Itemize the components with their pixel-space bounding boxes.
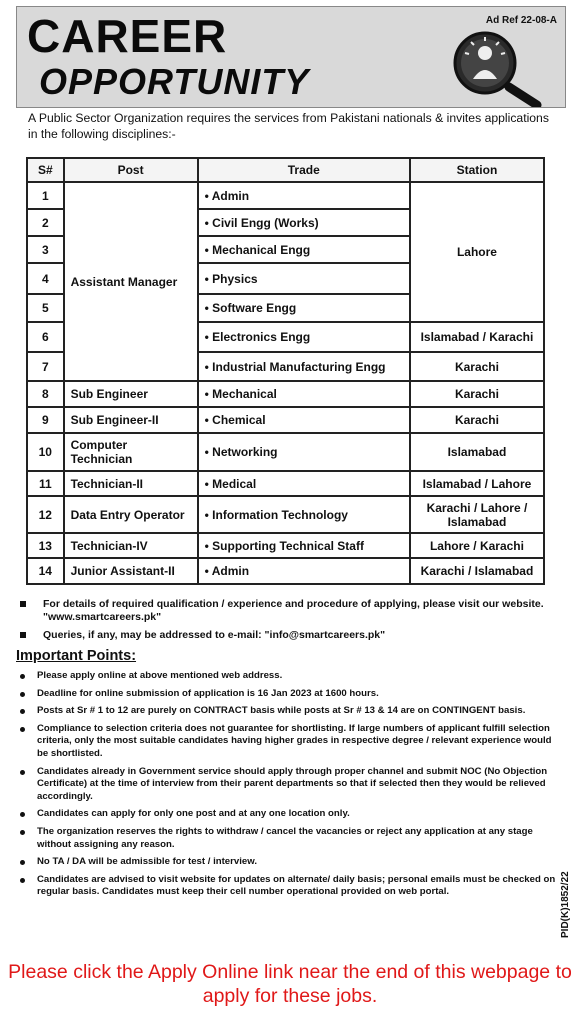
point-text: Deadline for online submission of application is 16 Jan 2023 at 1600 hours. bbox=[37, 687, 379, 699]
sr-cell: 14 bbox=[27, 558, 64, 584]
intro-text: A Public Sector Organization requires the services from Pakistani nationals & invites applications in the following disciplines:- bbox=[28, 111, 549, 141]
point-text: Posts at Sr # 1 to 12 are purely on CONTRACT basis while posts at Sr # 13 & 14 are on CONTINGENT basis. bbox=[37, 705, 526, 717]
table-row bbox=[27, 433, 544, 471]
trade-cell: • Mechanical bbox=[198, 381, 410, 407]
trade-cell: • Industrial Manufacturing Engg bbox=[198, 352, 410, 381]
station-cell: Karachi bbox=[410, 381, 544, 407]
point-text: Please apply online at above mentioned web address. bbox=[37, 670, 283, 681]
notes-section bbox=[18, 598, 563, 647]
station-cell: Karachi / Islamabad bbox=[410, 558, 544, 584]
sr-cell: 9 bbox=[27, 407, 64, 433]
header-banner bbox=[16, 6, 566, 108]
trade-cell: • Chemical bbox=[198, 407, 410, 433]
point-item bbox=[18, 874, 563, 899]
trade-cell: • Software Engg bbox=[198, 294, 410, 322]
station-cell: Karachi bbox=[410, 407, 544, 433]
post-cell: Technician-II bbox=[64, 471, 198, 496]
sr-cell: 13 bbox=[27, 533, 64, 558]
post-cell: Technician-IV bbox=[64, 533, 198, 558]
station-cell: Islamabad bbox=[410, 433, 544, 471]
trade-cell: • Networking bbox=[198, 433, 410, 471]
post-cell: Sub Engineer bbox=[64, 381, 198, 407]
table-row bbox=[27, 558, 544, 584]
sr-cell: 12 bbox=[27, 496, 64, 533]
point-text: No TA / DA will be admissible for test / interview. bbox=[37, 856, 257, 868]
trade-cell: • Electronics Engg bbox=[198, 322, 410, 352]
station-cell: Karachi bbox=[410, 352, 544, 381]
station-cell: Lahore / Karachi bbox=[410, 533, 544, 558]
note-text: For details of required qualification / experience and procedure of applying, please visit our website. "www.smartcareers.pk" bbox=[43, 598, 544, 623]
bullet-icon bbox=[20, 770, 25, 775]
pid-code: PID(K)1852/22 bbox=[560, 871, 571, 938]
point-item bbox=[18, 766, 563, 804]
bullet-icon bbox=[20, 674, 25, 679]
table-row bbox=[27, 533, 544, 558]
magnifier-person-icon bbox=[437, 27, 547, 107]
header-post: Post bbox=[64, 158, 198, 182]
point-item bbox=[18, 856, 563, 869]
important-points-list bbox=[18, 670, 563, 904]
point-item bbox=[18, 688, 563, 701]
sr-cell: 4 bbox=[27, 263, 64, 294]
header-station: Station bbox=[410, 158, 544, 182]
post-cell: Data Entry Operator bbox=[64, 496, 198, 533]
note-item bbox=[18, 598, 563, 624]
header-sr: S# bbox=[27, 158, 64, 182]
table-row bbox=[27, 381, 544, 407]
bullet-icon bbox=[20, 709, 25, 714]
trade-cell: • Admin bbox=[198, 558, 410, 584]
sr-cell: 6 bbox=[27, 322, 64, 352]
sr-cell: 10 bbox=[27, 433, 64, 471]
header-trade: Trade bbox=[198, 158, 410, 182]
trade-cell: • Supporting Technical Staff bbox=[198, 533, 410, 558]
sr-cell: 7 bbox=[27, 352, 64, 381]
point-text: Candidates can apply for only one post and at any one location only. bbox=[37, 808, 350, 820]
bullet-icon bbox=[20, 727, 25, 732]
sr-cell: 11 bbox=[27, 471, 64, 496]
square-bullet-icon bbox=[20, 601, 26, 607]
station-cell: Islamabad / Karachi bbox=[410, 322, 544, 352]
table-row bbox=[27, 496, 544, 533]
bullet-icon bbox=[20, 860, 25, 865]
point-item bbox=[18, 808, 563, 821]
trade-cell: • Information Technology bbox=[198, 496, 410, 533]
point-text: Compliance to selection criteria does not guarantee for shortlisting. If large numbers of applicant fulfill selection criteria, only the most suitable candidates having higher grades in respective degree / relevant experience would be shortlisted. bbox=[37, 722, 552, 759]
table-header-row bbox=[27, 158, 544, 182]
bullet-icon bbox=[20, 878, 25, 883]
trade-cell: • Mechanical Engg bbox=[198, 236, 410, 263]
title-career: CAREER bbox=[27, 10, 228, 62]
point-item bbox=[18, 723, 563, 761]
point-item bbox=[18, 705, 563, 718]
point-text: Candidates are advised to visit website for updates on alternate/ daily basis; personal emails must be checked on regular basis. Candidates must keep their cell number operational provided on web portal. bbox=[37, 873, 556, 898]
trade-cell: • Civil Engg (Works) bbox=[198, 209, 410, 236]
post-cell: Sub Engineer-II bbox=[64, 407, 198, 433]
point-text: Candidates already in Government service should apply through proper channel and submit NOC (No Objection Certificate) at the time of interview from their parent departments so that if selected then they would be relieved accordingly. bbox=[37, 765, 548, 802]
sr-cell: 8 bbox=[27, 381, 64, 407]
point-item bbox=[18, 670, 563, 683]
jobs-table bbox=[26, 157, 545, 585]
sr-cell: 1 bbox=[27, 182, 64, 209]
trade-cell: • Admin bbox=[198, 182, 410, 209]
station-cell: Karachi / Lahore / Islamabad bbox=[410, 496, 544, 533]
ad-reference: Ad Ref 22-08-A bbox=[485, 15, 557, 26]
table-row bbox=[27, 471, 544, 496]
point-text: The organization reserves the rights to withdraw / cancel the vacancies or reject any application at any stage without assigning any reason. bbox=[37, 825, 533, 850]
sr-cell: 5 bbox=[27, 294, 64, 322]
point-item bbox=[18, 826, 563, 851]
bullet-icon bbox=[20, 830, 25, 835]
sr-cell: 3 bbox=[27, 236, 64, 263]
table-row bbox=[27, 407, 544, 433]
table-row bbox=[27, 182, 544, 209]
station-cell-merged: Lahore bbox=[410, 182, 544, 322]
bullet-icon bbox=[20, 812, 25, 817]
sr-cell: 2 bbox=[27, 209, 64, 236]
title-opportunity: OPPORTUNITY bbox=[39, 61, 310, 102]
bullet-icon bbox=[20, 692, 25, 697]
note-item bbox=[18, 629, 563, 642]
station-cell: Islamabad / Lahore bbox=[410, 471, 544, 496]
trade-cell: • Physics bbox=[198, 263, 410, 294]
post-cell: Computer Technician bbox=[64, 433, 198, 471]
trade-cell: • Medical bbox=[198, 471, 410, 496]
important-points-title: Important Points: bbox=[16, 648, 137, 664]
post-cell-merged: Assistant Manager bbox=[64, 182, 198, 381]
post-cell: Junior Assistant-II bbox=[64, 558, 198, 584]
note-text: Queries, if any, may be addressed to e-mail: "info@smartcareers.pk" bbox=[43, 629, 386, 641]
apply-online-notice: Please click the Apply Online link near the end of this webpage to apply for these jobs. bbox=[8, 961, 572, 1007]
square-bullet-icon bbox=[20, 632, 26, 638]
